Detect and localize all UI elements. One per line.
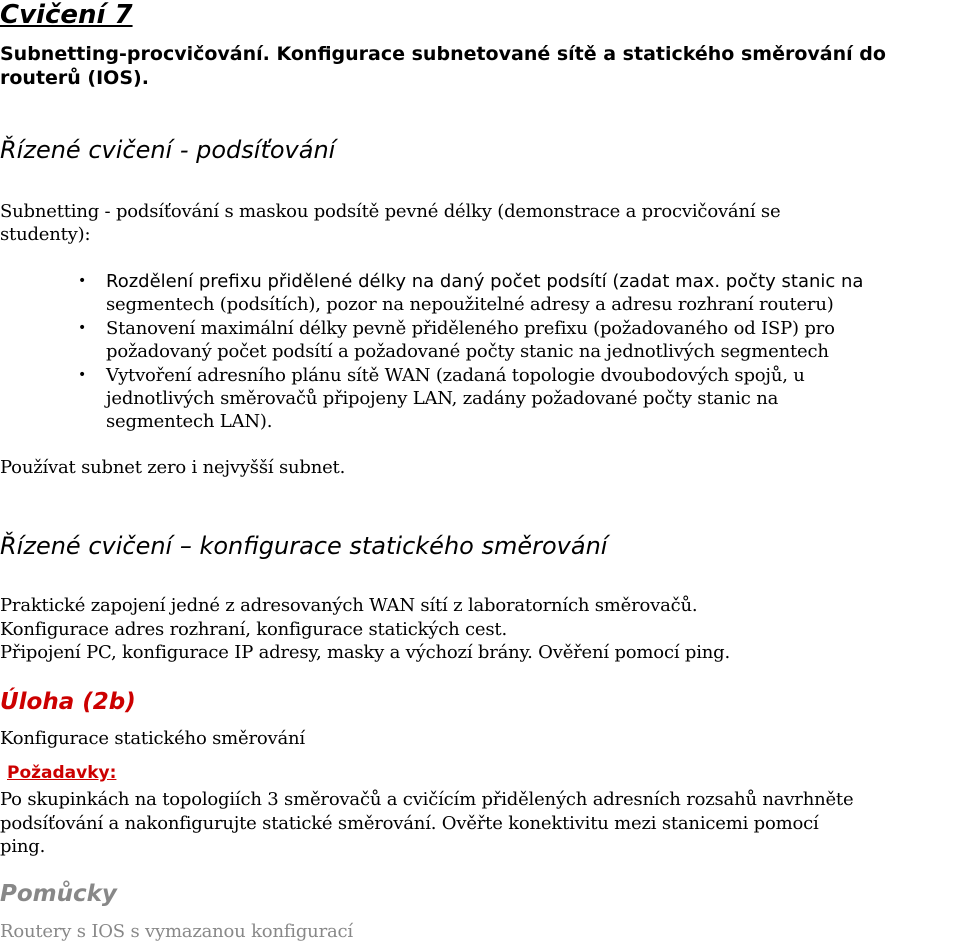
list-item-line: požadovaný počet podsítí a požadované počty stanic na jednotlivých segmentech [106,341,829,362]
subtitle-line-2: routerů (IOS). [0,67,149,89]
static-routing-line-3: Připojení PC, konfigurace IP adresy, masky a výchozí brány. Ověření pomocí ping. [0,642,731,663]
intro-line-1: Subnetting - podsíťování s maskou podsítě pevné délky (demonstrace a procvičování se [0,201,781,222]
static-routing-line-1: Praktické zapojení jedné z adresovaných WAN sítí z laboratorních směrovačů. [0,595,698,616]
list-item-line: segmentech (podsítích), pozor na nepoužitelné adresy a adresu rozhraní routeru) [106,294,834,315]
page-title: Cvičení 7 [0,0,133,30]
tools-heading: Pomůcky [0,881,117,907]
bullet-marker: • [78,273,87,289]
requirements-line-3: ping. [0,836,46,857]
list-item-line: Stanovení maximální délky pevně přiděleného prefixu (požadovaného od ISP) pro [106,318,835,339]
subtitle-line-1: Subnetting-procvičování. Konfigurace subnetované sítě a statického směrování do [0,43,886,65]
list-item-line: Rozdělení prefixu přidělené délky na daný počet podsítí (zadat max. počty stanic na [106,271,864,292]
requirements-label: Požadavky: [7,763,117,783]
bullet-marker: • [78,367,87,383]
list-item-line: Vytvoření adresního plánu sítě WAN (zadaná topologie dvoubodových spojů, u [106,365,805,386]
task-heading: Úloha (2b) [0,689,136,715]
subnet-zero-note: Používat subnet zero i nejvyšší subnet. [0,457,346,478]
tools-line: Routery s IOS s vymazanou konfigurací [0,921,353,942]
section-heading-static-routing: Řízené cvičení – konfigurace statického směrování [0,532,608,560]
section-heading-subnetting: Řízené cvičení - podsíťování [0,136,336,164]
requirements-line-2: podsíťování a nakonfigurujte statické směrování. Ověřte konektivitu mezi stanicemi pomocí [0,813,819,834]
list-item-line: jednotlivých směrovačů připojeny LAN, zadány požadované počty stanic na [106,388,779,409]
bullet-marker: • [78,320,87,336]
list-item-line: segmentech LAN). [106,411,273,432]
task-name: Konfigurace statického směrování [0,728,305,749]
intro-line-2: studenty): [0,224,91,245]
static-routing-line-2: Konfigurace adres rozhraní, konfigurace statických cest. [0,619,507,640]
requirements-line-1: Po skupinkách na topologiích 3 směrovačů a cvičícím přidělených adresních rozsahů navrhněte [0,789,854,810]
